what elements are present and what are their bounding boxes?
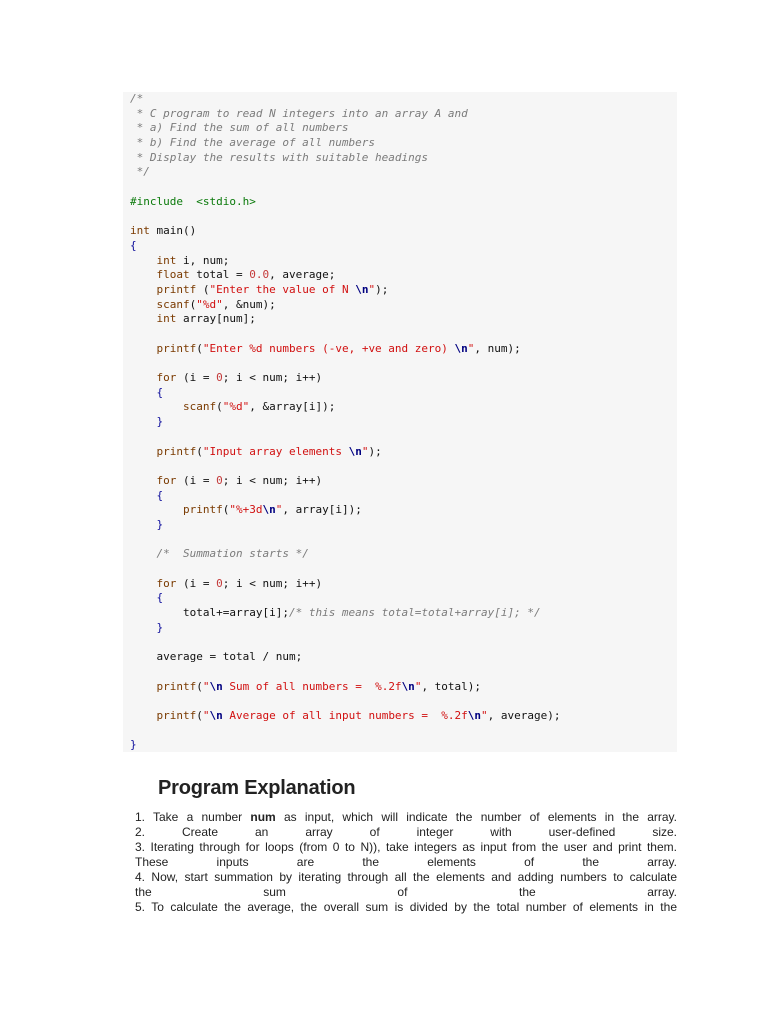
code-token: average = total / num; [130,650,303,664]
explanation-segment: 4. Now, start summation by iterating through all the elements and adding numbers to calculate [135,870,677,884]
code-line [130,224,677,239]
code-token: scanf [156,297,190,311]
explanation-segment: the sum of the array. [135,885,677,899]
code-line [130,724,677,739]
code-token: ); [375,282,389,296]
code-token [130,503,183,516]
code-line [130,547,677,562]
code-line [130,577,677,592]
code-line [130,562,677,577]
code-token: ( [196,282,210,296]
code-token: 0 [216,576,223,590]
code-token [130,474,157,487]
code-token: , average; [269,268,336,282]
code-line [130,283,677,298]
code-token: , average); [487,708,561,722]
code-line [130,738,677,752]
code-line [130,386,677,401]
code-token: float [156,268,190,282]
code-line [130,415,677,430]
code-token [130,489,157,502]
code-token [130,445,157,458]
code-token: , num); [474,341,521,355]
code-token: #include <stdio.h> [130,194,256,208]
code-line [130,621,677,636]
explanation-line [135,840,677,855]
code-token: " [275,503,283,517]
explanation-line [135,855,677,870]
code-token: ; i < num; i++) [222,576,323,590]
code-line [130,356,677,371]
code-token: \n [355,282,369,296]
code-token: ; i < num; i++) [222,371,323,385]
code-token [130,400,183,413]
code-token [130,709,157,722]
code-token: * a) Find the sum of all numbers [130,121,349,135]
code-token: * Display the results with suitable headings [130,150,429,164]
code-line [130,430,677,445]
code-token: " [368,282,376,296]
code-line [130,136,677,151]
code-token: printf [156,708,197,722]
code-token: Average of all input numbers = %.2f [222,708,468,722]
code-token: " [361,444,369,458]
code-token: "%d" [222,400,250,414]
code-line [130,445,677,460]
code-token: * C program to read N integers into an array A and [130,106,468,120]
code-token: " [481,708,488,722]
code-token: (i = [176,371,217,385]
code-token [130,621,157,634]
code-token: for [156,473,177,487]
code-token: \n [401,679,415,693]
code-token: " [202,679,210,693]
code-token: total = [189,268,250,282]
code-line [130,327,677,342]
code-token: " [202,708,210,722]
code-token: { [130,238,137,252]
code-token: /* [130,92,144,105]
code-token: , total); [421,679,482,693]
code-line [130,107,677,122]
code-line [130,254,677,269]
code-token: " [414,679,422,693]
code-token: /* this means total=total+array[i]; */ [288,606,541,620]
explanation-segment: 3. Iterating through for loops (from 0 to N)), take integers as input from the user and print them. [135,840,677,854]
code-line [130,195,677,210]
code-token: \n [262,503,276,517]
code-line [130,268,677,283]
code-line [130,342,677,357]
code-token: 0.0 [249,268,270,282]
code-token: int [156,312,177,326]
code-line [130,680,677,695]
code-token: , &num); [222,297,276,311]
code-token [130,283,157,296]
code-token: (i = [176,473,217,487]
code-token: "Enter %d numbers (-ve, +ve and zero) [202,341,455,355]
code-line [130,371,677,386]
code-token: \n [348,444,362,458]
code-token: /* Summation starts */ [156,547,309,561]
code-token: } [130,738,137,752]
code-line [130,121,677,136]
explanation-segment: 1. Take a number [135,810,251,824]
code-token: "Input array elements [202,444,349,458]
code-token: { [156,591,164,605]
code-token: } [156,415,164,429]
code-token: array[num]; [176,312,256,326]
code-token: \n [209,708,223,722]
code-token: "Enter the value of N [209,282,356,296]
code-token: Sum of all numbers = %.2f [222,679,402,693]
code-token: , &array[i]); [249,400,336,414]
code-token: main() [149,224,197,238]
code-token: ( [196,341,203,355]
code-line [130,635,677,650]
code-token [130,547,157,560]
code-line [130,180,677,195]
code-token: "%d" [196,297,223,311]
code-token: } [156,517,164,531]
code-token: ; i < num; i++) [222,473,323,487]
code-token: int [130,224,150,238]
code-line [130,518,677,533]
code-token: { [156,488,164,502]
code-line [130,474,677,489]
code-token: ( [196,679,203,693]
explanation-line [135,810,677,825]
code-line [130,151,677,166]
code-token [130,415,157,428]
code-line [130,606,677,621]
code-token: printf [182,503,223,517]
code-token [130,680,157,693]
code-token: printf [156,282,197,296]
code-token [130,386,157,399]
code-token [130,312,157,325]
explanation-segment: 5. To calculate the average, the overall sum is divided by the total number of elements in the [135,900,677,914]
code-token: ( [189,297,197,311]
code-token: ( [196,708,203,722]
code-line [130,591,677,606]
code-line [130,400,677,415]
explanation-line [135,885,677,900]
code-token [130,518,157,531]
code-token: (i = [176,576,217,590]
explanation-line [135,900,677,915]
emphasis-term: num [250,810,276,824]
code-token: printf [156,341,197,355]
code-token: "%+3d [229,503,263,517]
code-token [130,298,157,311]
code-token: printf [156,679,197,693]
code-token: */ [130,165,150,179]
code-token: for [156,576,177,590]
code-token [130,268,157,281]
code-line [130,665,677,680]
code-line [130,92,677,107]
code-line [130,533,677,548]
explanation-segment: These inputs are the elements of the array. [135,855,677,869]
section-heading: Program Explanation [158,777,356,799]
code-token [130,577,157,590]
code-token: total+=array[i]; [130,606,289,620]
code-token: ( [216,400,223,414]
code-line [130,709,677,724]
code-token: ); [368,444,382,458]
code-token: ( [222,503,230,517]
code-token: , array[i]); [282,503,362,517]
explanation-segment: 2. Create an array of integer with user-defined size. [135,825,677,839]
explanation-text [135,810,677,915]
code-token: " [467,341,475,355]
code-line [130,459,677,474]
code-line [130,210,677,225]
code-token: } [156,620,164,634]
code-token [130,591,157,604]
code-token: int [156,253,177,267]
code-token: \n [209,679,223,693]
code-token: 0 [216,473,223,487]
code-line [130,312,677,327]
code-token: i, num; [176,253,230,267]
code-token [130,254,157,267]
code-line [130,650,677,665]
code-token: 0 [216,371,223,385]
code-line [130,298,677,313]
code-line [130,165,677,180]
code-line [130,239,677,254]
code-line [130,694,677,709]
explanation-line [135,825,677,840]
explanation-line [135,870,677,885]
code-token: \n [454,341,468,355]
code-token: * b) Find the average of all numbers [130,136,376,150]
code-token: { [156,385,164,399]
code-token: for [156,371,177,385]
explanation-segment: as input, which will indicate the number of elements in the array. [275,810,677,824]
code-token: ( [196,444,203,458]
code-token [130,371,157,384]
code-token: \n [467,708,482,722]
code-token: scanf [182,400,217,414]
code-line [130,489,677,504]
code-token: printf [156,444,197,458]
code-line [130,503,677,518]
code-token [130,342,157,355]
code-block [123,92,677,752]
